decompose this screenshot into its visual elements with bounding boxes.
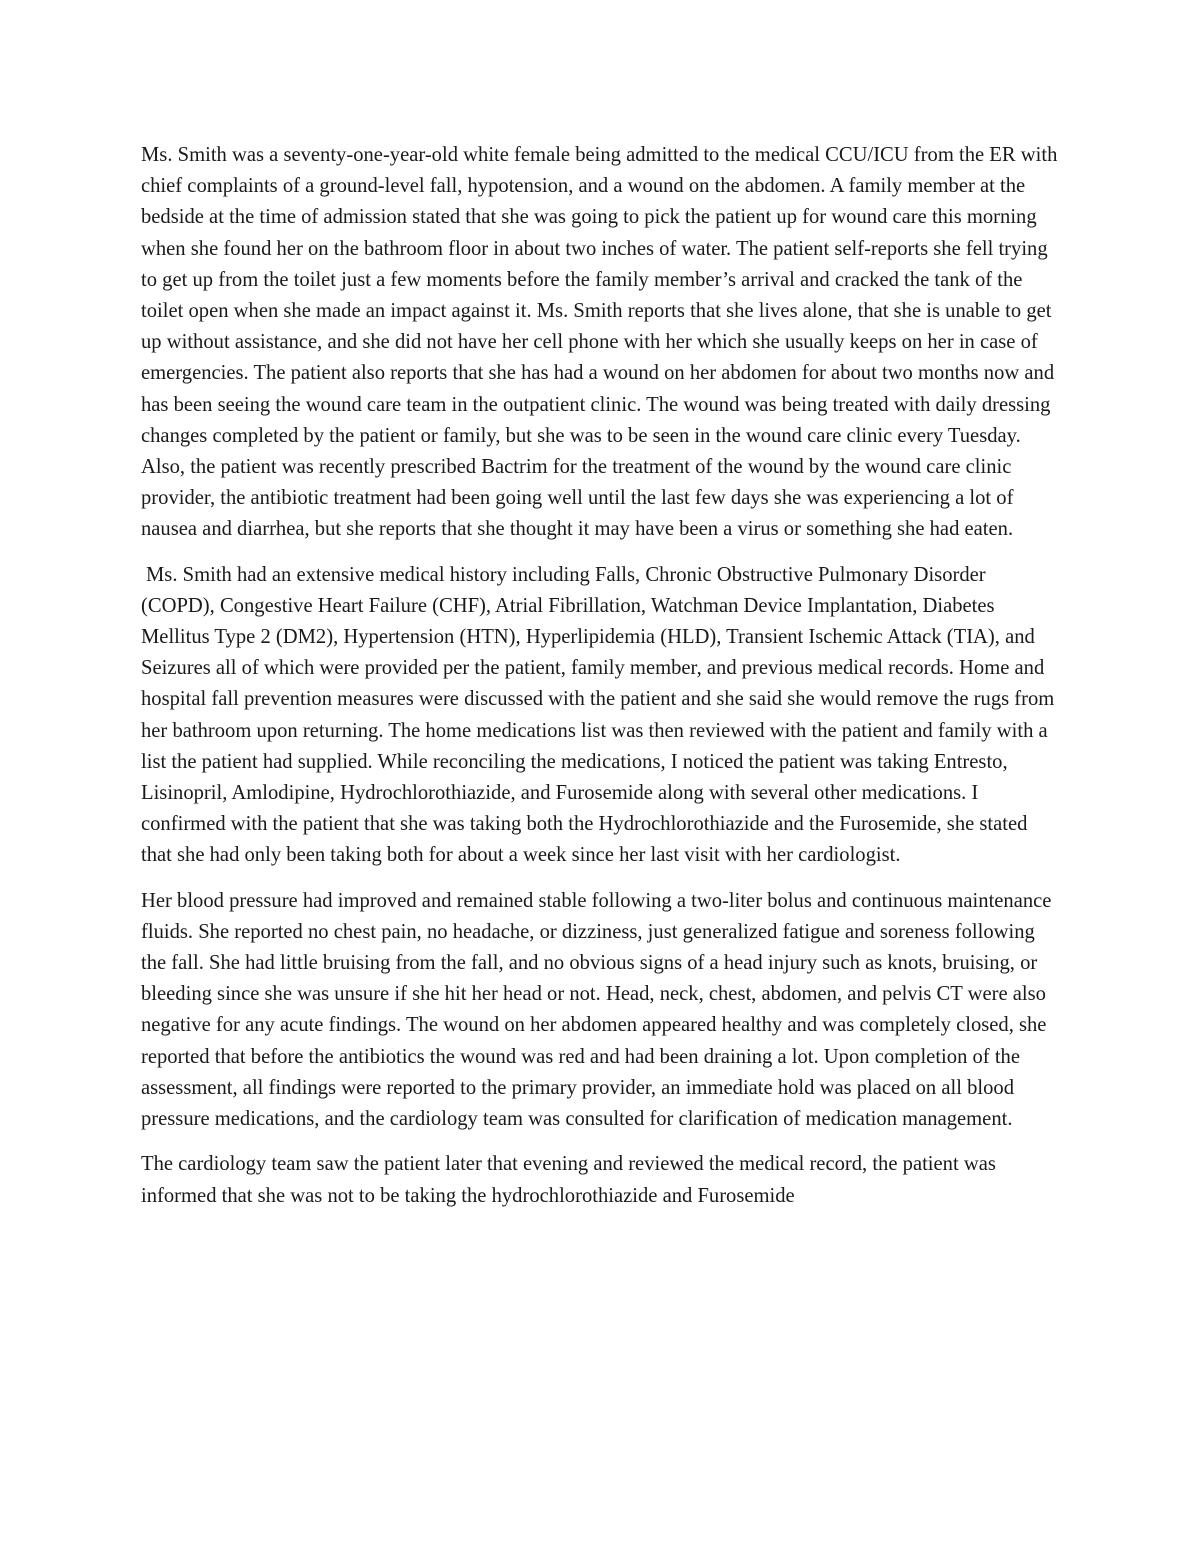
- document-body: [141, 140, 1063, 1226]
- paragraph-cardiology: The cardiology team saw the patient later that evening and reviewed the medical record, the patient was informed that she was not to be taking the hydrochlorothiazide and Furosemide: [141, 1153, 996, 1207]
- paragraph-medical-history: Ms. Smith had an extensive medical history including Falls, Chronic Obstructive Pulmonary Disorder (COPD), Congestive Heart Failure (CHF), Atrial Fibrillation, Watchman Device Implantation, Diabetes Mellitus Type 2 (DM2), Hypertension (HTN), Hyperlipidemia (HLD), Transient Ischemic Attack (TIA), and Seizures all of which were provided per the patient, family member, and previous medical records. Home and hospital fall prevention measures were discussed with the patient and she said she would remove the rugs from her bathroom upon returning. The home medications list was then reviewed with the patient and family with a list the patient had supplied. While reconciling the medications, I noticed the patient was taking Entresto, Lisinopril, Amlodipine, Hydrochlorothiazide, and Furosemide along with several other medications. I confirmed with the patient that she was taking both the Hydrochlorothiazide and the Furosemide, she stated that she had only been taking both for about a week since her last visit with her cardiologist.: [141, 563, 1055, 867]
- paragraph-admission: Ms. Smith was a seventy-one-year-old white female being admitted to the medical CCU/ICU from the ER with chief complaints of a ground-level fall, hypotension, and a wound on the abdomen. A family member at the bedside at the time of admission stated that she was going to pick the patient up for wound care this morning when she found her on the bathroom floor in about two inches of water. The patient self-reports she fell trying to get up from the toilet just a few moments before the family member’s arrival and cracked the tank of the toilet open when she made an impact against it. Ms. Smith reports that she lives alone, that she is unable to get up without assistance, and she did not have her cell phone with her which she usually keeps on her in case of emergencies. The patient also reports that she has had a wound on her abdomen for about two months now and has been seeing the wound care team in the outpatient clinic. The wound was being treated with daily dressing changes completed by the patient or family, but she was to be seen in the wound care clinic every Tuesday. Also, the patient was recently prescribed Bactrim for the treatment of the wound by the wound care clinic provider, the antibiotic treatment had been going well until the last few days she was experiencing a lot of nausea and diarrhea, but she reports that she thought it may have been a virus or something she had eaten.: [141, 144, 1058, 541]
- paragraph-assessment: Her blood pressure had improved and remained stable following a two-liter bolus and continuous maintenance fluids. She reported no chest pain, no headache, or dizziness, just generalized fatigue and soreness following the fall. She had little bruising from the fall, and no obvious signs of a head injury such as knots, bruising, or bleeding since she was unsure if she hit her head or not. Head, neck, chest, abdomen, and pelvis CT were also negative for any acute findings. The wound on her abdomen appeared healthy and was completely closed, she reported that before the antibiotics the wound was red and had been draining a lot. Upon completion of the assessment, all findings were reported to the primary provider, an immediate hold was placed on all blood pressure medications, and the cardiology team was consulted for clarification of medication management.: [141, 889, 1052, 1131]
